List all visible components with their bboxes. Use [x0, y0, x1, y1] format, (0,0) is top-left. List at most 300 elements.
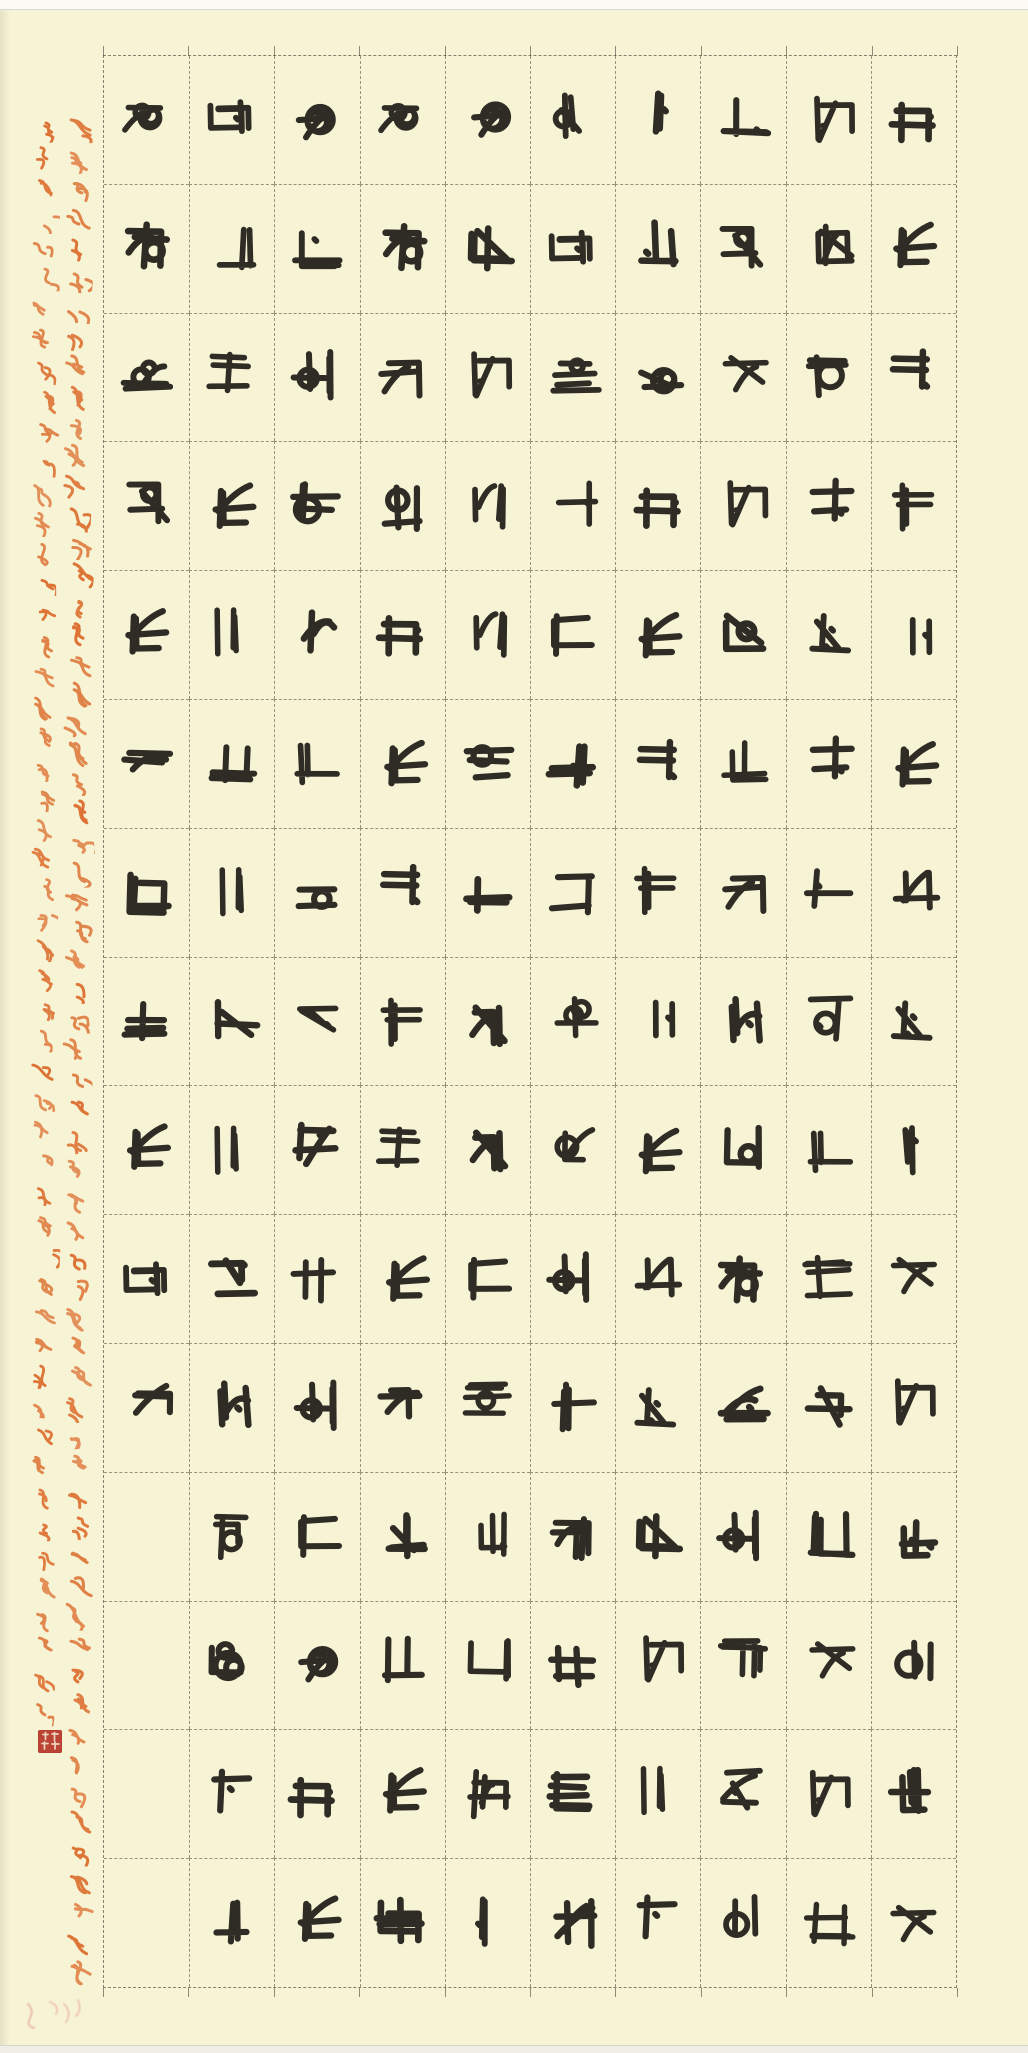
grid-cell [189, 570, 274, 699]
grid-cell [274, 184, 359, 313]
colophon-character [64, 207, 90, 239]
grid-tick [359, 1988, 360, 1997]
colophon-character [33, 145, 57, 175]
grid-cell [445, 699, 530, 828]
bronze-character [714, 729, 776, 795]
bronze-character [539, 1762, 601, 1828]
glyph [540, 731, 603, 798]
glyph [283, 1762, 345, 1828]
colophon-character [62, 768, 88, 800]
bronze-character [884, 731, 946, 797]
colophon-character [33, 634, 57, 664]
glyph [883, 730, 946, 797]
bronze-character [800, 600, 862, 666]
glyph [800, 1627, 864, 1695]
grid-cell [104, 1472, 189, 1601]
grid-tick [445, 1988, 446, 1997]
grid-cell [189, 313, 274, 442]
glyph [200, 84, 263, 151]
glyph [715, 84, 777, 150]
grid-cell [104, 313, 189, 442]
colophon-character [62, 1602, 88, 1634]
glyph [625, 856, 687, 922]
bronze-character [370, 856, 432, 922]
grid-cell [104, 699, 189, 828]
bronze-character [882, 211, 944, 277]
grid-cell [360, 1472, 445, 1601]
glyph [630, 1627, 693, 1694]
bronze-character [800, 88, 862, 154]
grid-cell [445, 828, 530, 957]
glyph [370, 1757, 433, 1824]
grid-cell [530, 1085, 615, 1214]
bronze-character [459, 217, 521, 283]
bronze-character [287, 1885, 349, 1951]
bronze-character [115, 1113, 177, 1179]
glyph [455, 1370, 517, 1436]
glyph [545, 985, 607, 1051]
grid-cell [274, 56, 359, 184]
grid-cell [104, 957, 189, 1086]
colophon-character [28, 696, 52, 726]
glyph [284, 342, 346, 408]
grid-cell [360, 1858, 445, 1987]
bronze-character [203, 214, 265, 280]
bronze-character [456, 1370, 518, 1436]
glyph [456, 471, 519, 538]
colophon-character [65, 1274, 91, 1306]
glyph [203, 858, 266, 925]
bronze-character [715, 84, 777, 150]
grid-tick [786, 1988, 787, 1997]
bronze-character [115, 343, 177, 409]
glyph [459, 82, 522, 149]
bronze-character [625, 213, 687, 279]
colophon-character [60, 1037, 86, 1069]
grid-column [786, 56, 871, 1987]
bronze-character [629, 473, 691, 539]
glyph [542, 857, 606, 924]
glyph [798, 340, 861, 407]
bronze-character [543, 1504, 605, 1570]
glyph [202, 731, 265, 798]
glyph [288, 598, 351, 665]
grid-cell [274, 1729, 359, 1858]
glyph [454, 860, 517, 927]
grid-cell [104, 1343, 189, 1472]
grid-cell [445, 1729, 530, 1858]
glyph [543, 1889, 605, 1955]
glyph [625, 212, 688, 279]
grid-tick [530, 46, 531, 56]
glyph [883, 473, 945, 539]
bronze-character [371, 988, 433, 1054]
colophon-character [67, 1808, 93, 1840]
glyph [797, 856, 860, 923]
bronze-character [797, 986, 859, 1052]
bronze-character [371, 474, 433, 540]
grid-cell [104, 828, 189, 957]
bronze-character [201, 1502, 263, 1568]
bronze-character [798, 1889, 860, 1955]
grid-cell [786, 184, 871, 313]
glyph [881, 1890, 945, 1958]
glyph [457, 1246, 519, 1312]
colophon-character [31, 1667, 55, 1697]
colophon-character [68, 798, 94, 830]
grid-cell [445, 1085, 530, 1214]
glyph [202, 214, 266, 282]
glyph [713, 729, 776, 796]
grid-cell [189, 699, 274, 828]
colophon-character [62, 353, 88, 385]
glyph [370, 344, 433, 411]
glyph [539, 83, 602, 150]
grid-cell [786, 1343, 871, 1472]
colophon-character [34, 1422, 58, 1452]
colophon-character [29, 1059, 53, 1089]
bronze-character [115, 1247, 177, 1313]
colophon-character [31, 511, 55, 541]
bronze-character [369, 1889, 431, 1955]
bronze-character [370, 1373, 432, 1439]
grid-cell [445, 56, 530, 184]
grid-cell [530, 1729, 615, 1858]
colophon-character [33, 361, 57, 391]
bronze-character [799, 1503, 861, 1569]
grid-cell [530, 699, 615, 828]
grid-cell [445, 313, 530, 442]
grid-cell [530, 828, 615, 957]
grid-cell [445, 1343, 530, 1472]
grid-cell [445, 957, 530, 1086]
colophon-character [31, 1334, 55, 1364]
glyph [198, 1629, 261, 1696]
glyph [203, 989, 266, 1056]
bronze-character [544, 342, 606, 408]
grid-cell [445, 441, 530, 570]
glyph [884, 86, 946, 152]
colophon-character [32, 603, 56, 633]
grid-tick [615, 1988, 616, 1997]
grid-cell [615, 1085, 700, 1214]
colophon-character [61, 977, 87, 1009]
glyph [627, 601, 690, 668]
bronze-character [203, 859, 265, 925]
glyph [710, 1502, 772, 1568]
glyph [795, 1373, 858, 1440]
bronze-character [284, 1762, 346, 1828]
grid-cell [274, 1472, 359, 1601]
bronze-character [372, 730, 434, 796]
bronze-character [369, 1116, 431, 1182]
grid-tick [786, 46, 787, 56]
grid-cell [104, 441, 189, 570]
bronze-character [798, 856, 860, 922]
bronze-character [198, 1118, 260, 1184]
colophon-character [31, 1180, 55, 1210]
colophon-character [65, 651, 91, 683]
grid-tick [872, 46, 873, 56]
colophon-character [68, 561, 94, 593]
grid-cell [615, 1601, 700, 1730]
bronze-character [882, 1243, 944, 1309]
grid-cell [445, 184, 530, 313]
glyph [198, 599, 261, 666]
bronze-character [116, 471, 178, 537]
bronze-character [118, 1371, 180, 1437]
ink-offset-smudge [20, 1996, 92, 2036]
colophon-character [35, 176, 59, 206]
glyph [284, 1246, 347, 1313]
colophon-character [35, 876, 59, 906]
glyph [457, 1500, 520, 1567]
glyph [115, 343, 177, 409]
colophon-character [63, 175, 89, 207]
colophon-character [34, 756, 58, 786]
grid-cell [615, 1214, 700, 1343]
glyph [883, 1116, 946, 1183]
bronze-character [455, 989, 517, 1055]
bronze-character [374, 1245, 436, 1311]
grid-column [871, 56, 956, 1987]
bronze-character [627, 1118, 689, 1184]
grid-cell [786, 441, 871, 570]
colophon-character [62, 1305, 88, 1337]
grid-cell [615, 313, 700, 442]
glyph [710, 1246, 773, 1313]
grid-cell [786, 1085, 871, 1214]
bronze-character [714, 1113, 776, 1179]
bronze-character [457, 599, 519, 665]
glyph [627, 1504, 690, 1571]
bronze-character [198, 599, 260, 665]
colophon-character [31, 1699, 55, 1729]
grid-cell [615, 828, 700, 957]
grid-cell [871, 1214, 956, 1343]
grid-cell [274, 828, 359, 957]
bronze-character [884, 855, 946, 921]
glyph [796, 1245, 859, 1312]
artist-seal [38, 1730, 62, 1753]
grid-tick [530, 1988, 531, 1997]
bronze-character [885, 1629, 947, 1695]
colophon-character [66, 681, 92, 713]
glyph [457, 343, 520, 410]
glyph [368, 1889, 431, 1956]
glyph [371, 988, 433, 1054]
glyph [541, 1632, 603, 1698]
bronze-character [202, 732, 264, 798]
glyph [287, 1372, 349, 1438]
colophon-character [63, 886, 89, 918]
colophon-character [30, 1212, 54, 1242]
grid-cell [360, 828, 445, 957]
bronze-character [203, 989, 265, 1055]
grid-cell [700, 957, 785, 1086]
grid-cell [871, 56, 956, 184]
glyph [371, 600, 433, 666]
grid-cell [871, 1472, 956, 1601]
colophon-character [64, 1660, 90, 1692]
colophon-character [30, 816, 54, 846]
glyph [116, 860, 180, 928]
glyph [285, 989, 348, 1056]
colophon-character [30, 482, 54, 512]
bronze-character [798, 340, 860, 406]
bronze-character [796, 1374, 858, 1440]
grid-cell [700, 1601, 785, 1730]
glyph [544, 342, 607, 409]
glyph [374, 214, 437, 281]
glyph [797, 1115, 860, 1182]
bronze-character [201, 1888, 263, 1954]
bronze-character [883, 601, 945, 667]
bronze-character [455, 1114, 517, 1180]
grid-cell [871, 828, 956, 957]
colophon-character [64, 1421, 90, 1453]
grid-cell [530, 313, 615, 442]
grid-cell [871, 313, 956, 442]
bronze-character [713, 601, 775, 667]
bronze-character [459, 730, 521, 796]
bronze-character [540, 602, 602, 668]
grid-cell [786, 1858, 871, 1987]
glyph [287, 216, 349, 282]
bronze-character [883, 1116, 945, 1182]
bronze-character [541, 1632, 603, 1698]
colophon-character [32, 1545, 56, 1575]
glyph [114, 731, 177, 798]
grid-cell [530, 184, 615, 313]
seal-carving [38, 1730, 62, 1753]
bronze-character [288, 598, 350, 664]
glyph [374, 1501, 437, 1568]
glyph [458, 1888, 520, 1954]
colophon-character [68, 1897, 94, 1929]
bronze-character [458, 1246, 520, 1312]
grid-cell [615, 1858, 700, 1987]
colophon-character [65, 1749, 91, 1781]
grid-cell [445, 1472, 530, 1601]
grid-tick [359, 46, 360, 56]
grid-tick [188, 46, 189, 56]
grid-cell [786, 828, 871, 957]
grid-cell [360, 56, 445, 184]
colophon-character [67, 1512, 93, 1544]
colophon-character [61, 710, 87, 742]
bronze-character [458, 1888, 520, 1954]
glyph [287, 858, 350, 925]
grid-cell [104, 1214, 189, 1343]
bronze-character [799, 469, 861, 535]
glyph [712, 1887, 775, 1954]
colophon-character [34, 1149, 58, 1179]
bronze-character [630, 1628, 692, 1694]
bronze-character [287, 216, 349, 282]
bronze-character [201, 473, 263, 539]
colophon-character [66, 1838, 92, 1870]
bronze-character [204, 1373, 266, 1439]
glyph [198, 1117, 261, 1184]
bronze-character [285, 86, 347, 152]
bronze-character [626, 1243, 688, 1309]
glyph [540, 602, 602, 668]
bronze-character [627, 82, 689, 148]
colophon-character [29, 1363, 53, 1393]
grid-cell [786, 699, 871, 828]
glyph [288, 1503, 350, 1569]
glyph [455, 1761, 518, 1828]
glyph [628, 1888, 690, 1954]
bronze-character [200, 341, 262, 407]
grid-column [615, 56, 700, 1987]
bronze-character [540, 732, 602, 798]
colophon-character [67, 1689, 93, 1721]
colophon-character [28, 1453, 52, 1483]
glyph [115, 1246, 178, 1313]
bronze-character [625, 1758, 687, 1824]
colophon-character [32, 725, 56, 755]
glyph [885, 1628, 948, 1695]
grid-cell [615, 1472, 700, 1601]
grid-cell [274, 699, 359, 828]
bronze-character [541, 215, 603, 281]
glyph [285, 1113, 347, 1179]
bronze-character [627, 985, 689, 1051]
grid-cell [786, 1729, 871, 1858]
grid-cell [700, 1858, 785, 1987]
bronze-character [113, 598, 175, 664]
grid-cell [530, 441, 615, 570]
grid-cell [786, 313, 871, 442]
glyph [883, 854, 947, 922]
colophon-character [33, 452, 57, 482]
grid-cell [871, 699, 956, 828]
colophon-character [34, 998, 58, 1028]
grid-cell [871, 1085, 956, 1214]
colophon-character [30, 1087, 54, 1117]
colophon-character [32, 570, 56, 600]
colophon-character [63, 1007, 89, 1039]
bronze-character [286, 989, 348, 1055]
grid-cell [615, 699, 700, 828]
glyph [203, 1372, 266, 1439]
colophon-character [30, 296, 54, 326]
grid-cell [615, 56, 700, 184]
glyph [627, 1117, 690, 1184]
grid-cell [700, 828, 785, 957]
bronze-character [625, 1374, 687, 1440]
colophon-character [33, 967, 57, 997]
glyph [118, 1371, 181, 1438]
bronze-character [628, 1888, 690, 1954]
glyph [370, 856, 432, 922]
bronze-character [881, 987, 943, 1053]
bronze-character [714, 472, 776, 538]
glyph [880, 1756, 943, 1823]
glyph [715, 988, 778, 1055]
colophon-character [33, 1607, 57, 1637]
glyph [714, 859, 777, 926]
grid-cell [871, 1729, 956, 1858]
glyph [544, 1373, 607, 1440]
glyph [881, 987, 945, 1054]
glyph [368, 86, 431, 153]
glyph [714, 341, 778, 409]
colophon-character [32, 786, 56, 816]
glyph [881, 1242, 945, 1310]
